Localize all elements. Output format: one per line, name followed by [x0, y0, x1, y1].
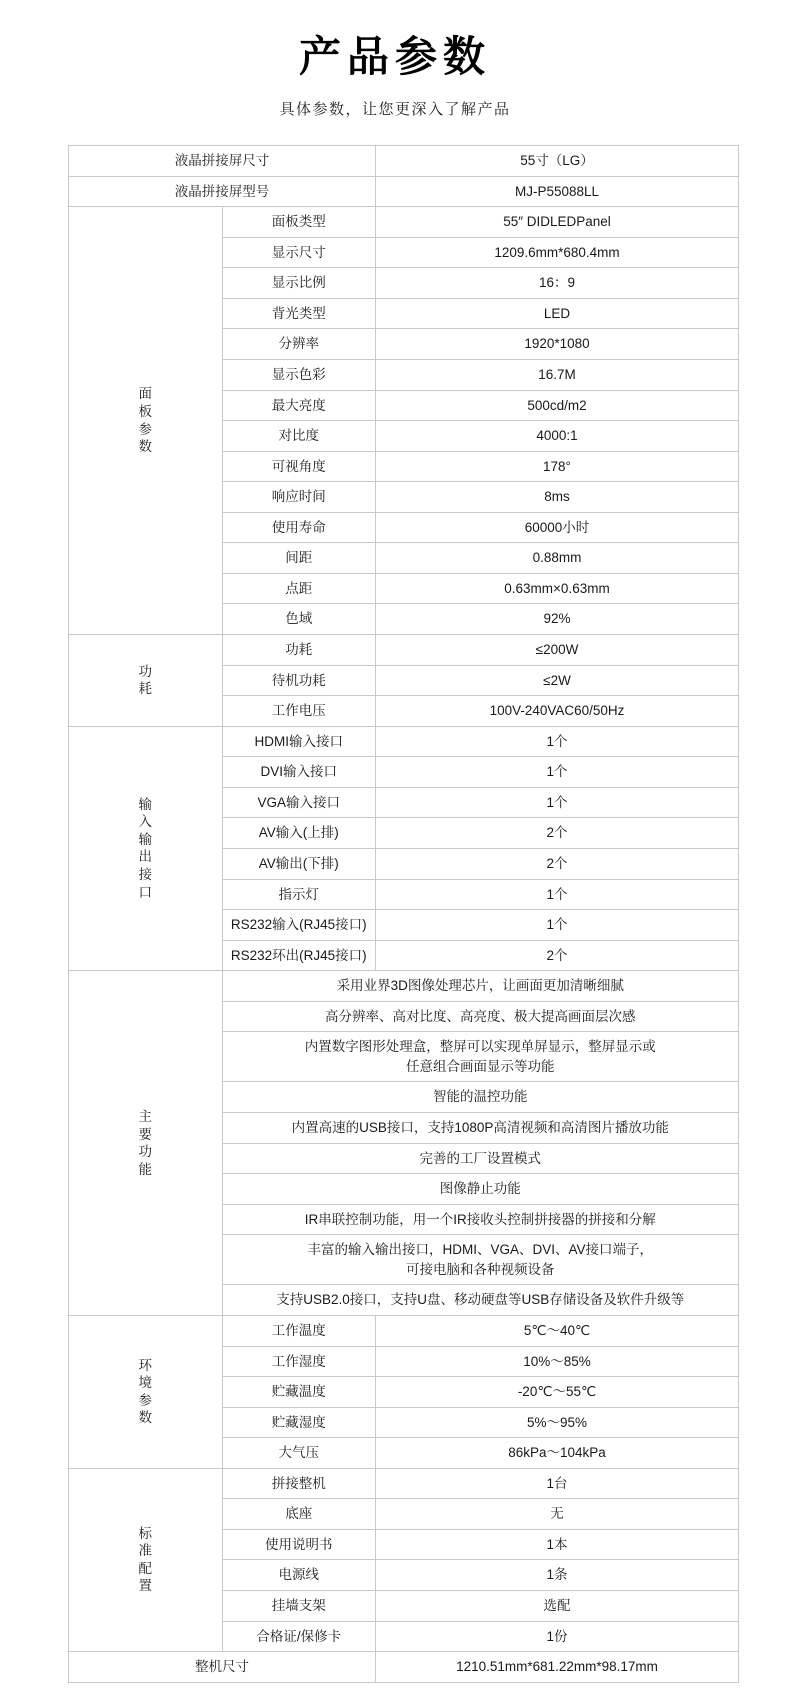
spec-value: 1个: [376, 726, 739, 757]
spec-value: 500cd/m2: [376, 390, 739, 421]
feature-item: 高分辨率、高对比度、高亮度、极大提高画面层次感: [222, 1001, 739, 1032]
product-spec-page: [0, 24, 790, 1683]
spec-label: AV输出(下排): [222, 848, 376, 879]
spec-label: RS232输入(RJ45接口): [222, 910, 376, 941]
spec-value: 1210.51mm*681.22mm*98.17mm: [376, 1652, 739, 1683]
spec-value: 178°: [376, 451, 739, 482]
spec-label: 功耗: [222, 635, 376, 666]
spec-value: 2个: [376, 848, 739, 879]
spec-label: 指示灯: [222, 879, 376, 910]
spec-value: 10%～85%: [376, 1346, 739, 1377]
spec-label: 点距: [222, 573, 376, 604]
spec-value: 86kPa～104kPa: [376, 1438, 739, 1469]
spec-value: ≤2W: [376, 665, 739, 696]
spec-value: MJ-P55088LL: [376, 176, 739, 207]
spec-value: 100V-240VAC60/50Hz: [376, 696, 739, 727]
spec-label: 挂墙支架: [222, 1591, 376, 1622]
spec-label: 合格证/保修卡: [222, 1621, 376, 1652]
spec-value: 5%～95%: [376, 1407, 739, 1438]
spec-label: 整机尺寸: [69, 1652, 376, 1683]
table-row: [69, 1468, 739, 1499]
spec-value: 无: [376, 1499, 739, 1530]
spec-label: 电源线: [222, 1560, 376, 1591]
spec-value: 1920*1080: [376, 329, 739, 360]
feature-item: 内置数字图形处理盒，整屏可以实现单屏显示，整屏显示或 任意组合画面显示等功能: [222, 1032, 739, 1082]
spec-label: 大气压: [222, 1438, 376, 1469]
spec-label: 工作温度: [222, 1315, 376, 1346]
spec-group-label: 输入输出接口: [69, 726, 223, 971]
spec-value: 55寸（LG）: [376, 146, 739, 177]
spec-value: 1209.6mm*680.4mm: [376, 237, 739, 268]
table-row: [69, 726, 739, 757]
table-row: [69, 1315, 739, 1346]
spec-group-label: 环境参数: [69, 1315, 223, 1468]
spec-value: 16.7M: [376, 359, 739, 390]
spec-label: HDMI输入接口: [222, 726, 376, 757]
table-row: [69, 1652, 739, 1683]
spec-label: 最大亮度: [222, 390, 376, 421]
spec-label: 响应时间: [222, 482, 376, 513]
spec-label: 间距: [222, 543, 376, 574]
spec-label: 背光类型: [222, 298, 376, 329]
spec-value: 1个: [376, 910, 739, 941]
spec-label: 液晶拼接屏尺寸: [69, 146, 376, 177]
feature-item: 完善的工厂设置模式: [222, 1143, 739, 1174]
spec-label: 工作电压: [222, 696, 376, 727]
table-row: [69, 635, 739, 666]
feature-item: 图像静止功能: [222, 1174, 739, 1205]
spec-label: 分辨率: [222, 329, 376, 360]
spec-group-label: 主要功能: [69, 971, 223, 1316]
spec-value: 60000小时: [376, 512, 739, 543]
spec-value: 2个: [376, 818, 739, 849]
spec-label: AV输入(上排): [222, 818, 376, 849]
spec-label: 底座: [222, 1499, 376, 1530]
table-row: [69, 207, 739, 238]
spec-label: 待机功耗: [222, 665, 376, 696]
spec-group-label: 标准配置: [69, 1468, 223, 1651]
spec-label: 贮藏温度: [222, 1377, 376, 1408]
spec-value: 选配: [376, 1591, 739, 1622]
spec-label: 贮藏湿度: [222, 1407, 376, 1438]
spec-value: 5℃～40℃: [376, 1315, 739, 1346]
spec-value: 16：9: [376, 268, 739, 299]
spec-value: 92%: [376, 604, 739, 635]
spec-table-body: [69, 146, 739, 1683]
spec-value: 1份: [376, 1621, 739, 1652]
spec-label: 工作湿度: [222, 1346, 376, 1377]
page-subtitle: 具体参数，让您更深入了解产品: [279, 101, 511, 118]
feature-item: 支持USB2.0接口，支持U盘、移动硬盘等USB存储设备及软件升级等: [222, 1285, 739, 1316]
spec-table-container: [68, 145, 722, 1683]
table-row: [69, 176, 739, 207]
spec-value: -20℃～55℃: [376, 1377, 739, 1408]
spec-label: 显示尺寸: [222, 237, 376, 268]
spec-label: RS232环出(RJ45接口): [222, 940, 376, 971]
spec-value: 55″ DIDLEDPanel: [376, 207, 739, 238]
spec-label: 可视角度: [222, 451, 376, 482]
feature-item: 丰富的输入输出接口，HDMI、VGA、DVI、AV接口端子， 可接电脑和各种视频设备: [222, 1235, 739, 1285]
spec-label: 使用说明书: [222, 1529, 376, 1560]
spec-value: 2个: [376, 940, 739, 971]
feature-item: 采用业界3D图像处理芯片，让画面更加清晰细腻: [222, 971, 739, 1002]
spec-label: VGA输入接口: [222, 787, 376, 818]
spec-value: 8ms: [376, 482, 739, 513]
spec-value: LED: [376, 298, 739, 329]
spec-value: 1个: [376, 757, 739, 788]
spec-value: 1个: [376, 787, 739, 818]
spec-label: 显示色彩: [222, 359, 376, 390]
spec-label: 使用寿命: [222, 512, 376, 543]
table-row: [69, 971, 739, 1002]
spec-value: 0.88mm: [376, 543, 739, 574]
spec-label: 色域: [222, 604, 376, 635]
spec-value: 0.63mm×0.63mm: [376, 573, 739, 604]
spec-value: 1个: [376, 879, 739, 910]
spec-label: DVI输入接口: [222, 757, 376, 788]
spec-label: 液晶拼接屏型号: [69, 176, 376, 207]
spec-group-label: 面板参数: [69, 207, 223, 635]
spec-label: 拼接整机: [222, 1468, 376, 1499]
spec-value: 4000:1: [376, 421, 739, 452]
feature-item: 内置高速的USB接口，支持1080P高清视频和高清图片播放功能: [222, 1113, 739, 1144]
spec-label: 面板类型: [222, 207, 376, 238]
feature-item: 智能的温控功能: [222, 1082, 739, 1113]
spec-value: ≤200W: [376, 635, 739, 666]
feature-item: IR串联控制功能，用一个IR接收头控制拼接器的拼接和分解: [222, 1204, 739, 1235]
page-title: 产品参数: [298, 35, 491, 81]
spec-group-label: 功耗: [69, 635, 223, 727]
spec-value: 1本: [376, 1529, 739, 1560]
spec-value: 1台: [376, 1468, 739, 1499]
table-row: [69, 146, 739, 177]
spec-label: 对比度: [222, 421, 376, 452]
spec-label: 显示比例: [222, 268, 376, 299]
spec-table: [68, 145, 739, 1683]
spec-value: 1条: [376, 1560, 739, 1591]
